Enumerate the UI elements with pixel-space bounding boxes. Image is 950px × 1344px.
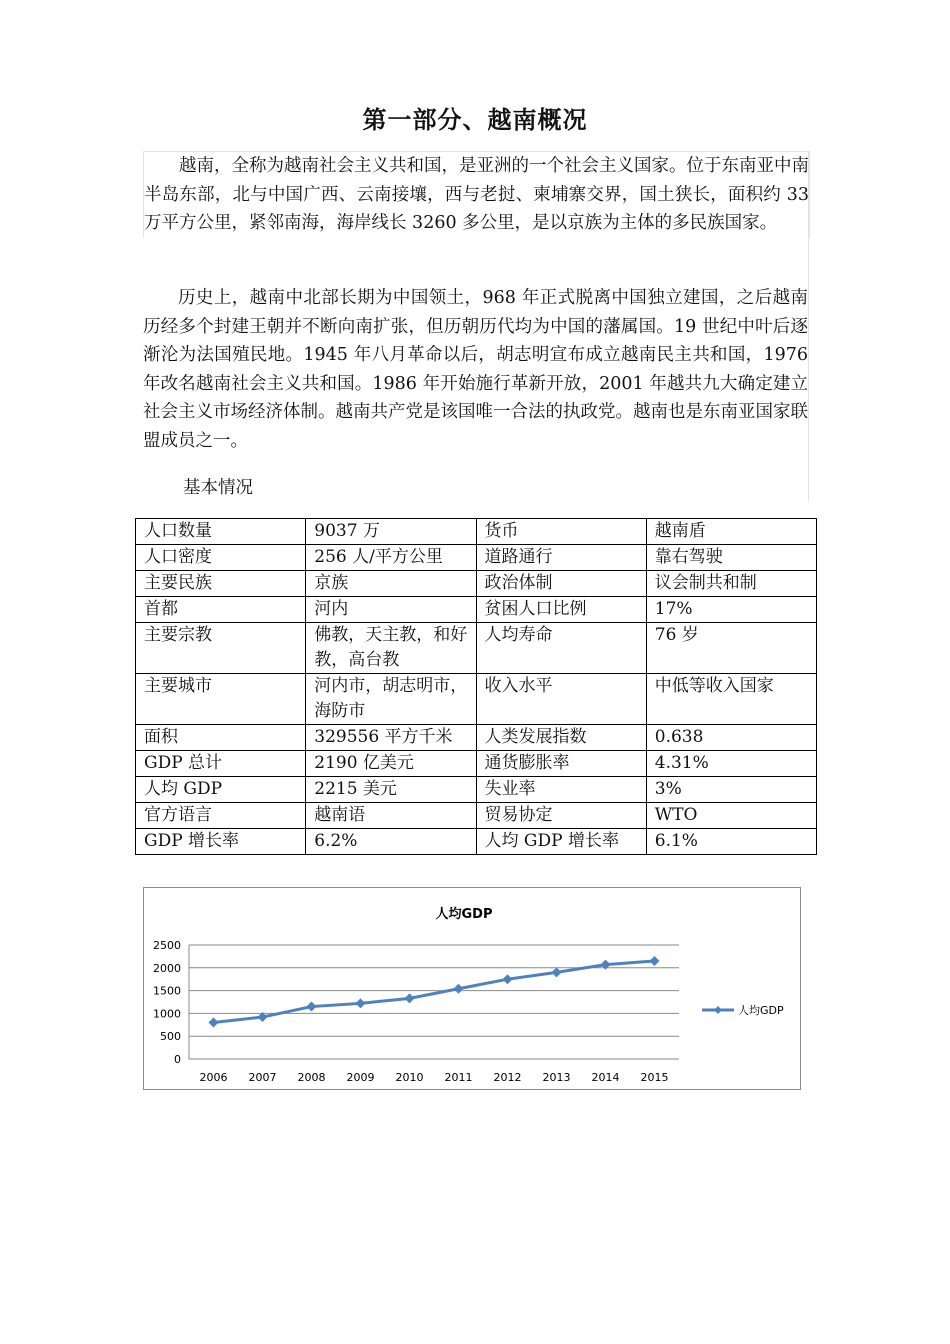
page-title: 第一部分、越南概况 [362,106,588,134]
y-tick-label: 1000 [153,1007,181,1021]
table-cell: 越南盾 [646,519,816,545]
section-subheading: 基本情况 [183,478,253,498]
table-cell: 通货膨胀率 [476,751,646,777]
table-row [136,597,817,623]
x-tick-label: 2015 [640,1071,669,1084]
table-cell: 256 人/平方公里 [306,545,476,571]
gdp-chart [143,887,801,1090]
y-tick-label: 2500 [153,939,181,952]
table-cell: GDP 增长率 [136,829,306,855]
table-cell: 329556 平方千米 [306,725,476,751]
table-row [136,623,817,674]
y-tick-label: 500 [160,1030,181,1044]
legend-marker [714,1006,722,1014]
table-cell: 0.638 [646,725,816,751]
table-cell: 靠右驾驶 [646,545,816,571]
table-cell: 贫困人口比例 [476,597,646,623]
table-cell: 76 岁 [646,623,816,674]
table-row [136,545,817,571]
basic-info-table [135,518,817,855]
table-cell: 货币 [476,519,646,545]
history-paragraph: 历史上，越南中北部长期为中国领土，968 年正式脱离中国独立建国，之后越南历经多个封建王朝并不断向南扩张，但历朝历代均为中国的藩属国。19 世纪中叶后逐渐沦为法国殖民地。1945 年八月革命以后，胡志明宣布成立越南民主共和国，1976 年改名越南社会主义共和国。1986 年开始施行革新开放，2001 年越共九大确定建立社会主义市场经济体制。越南共产党是该国唯一合法的执政党。越南也是东南亚国家联盟成员之一。 [143,288,808,451]
data-point [503,974,513,984]
y-tick-label: 2000 [153,961,181,975]
x-tick-label: 2006 [199,1071,228,1084]
data-point [209,1018,219,1028]
intro-paragraph: 越南，全称为越南社会主义共和国，是亚洲的一个社会主义国家。位于东南亚中南半岛东部，北与中国广西、云南接壤，西与老挝、柬埔寨交界，国土狭长，面积约 33 万平方公里，紧邻南海，海岸线长 3260 多公里，是以京族为主体的多民族国家。 [143,151,810,238]
table-cell: 收入水平 [476,674,646,725]
data-point [454,984,464,994]
table-cell: WTO [646,803,816,829]
table-cell: 6.2% [306,829,476,855]
chart-title: 人均GDP [435,907,493,922]
x-tick-label: 2013 [542,1071,571,1084]
x-tick-label: 2014 [591,1071,620,1084]
table-row [136,751,817,777]
table-cell: GDP 总计 [136,751,306,777]
table-cell: 17% [646,597,816,623]
x-tick-label: 2008 [297,1071,326,1084]
table-cell: 河内 [306,597,476,623]
frame-line [808,151,809,501]
data-point [356,998,366,1008]
table-cell: 3% [646,777,816,803]
x-tick-label: 2012 [493,1071,522,1084]
x-tick-label: 2011 [444,1071,473,1084]
table-row [136,674,817,725]
table-cell: 人均寿命 [476,623,646,674]
gdp-chart-svg [144,888,800,1089]
table-cell: 议会制共和制 [646,571,816,597]
table-row [136,803,817,829]
table-cell: 2190 亿美元 [306,751,476,777]
table-cell: 首都 [136,597,306,623]
table-cell: 河内市，胡志明市，海防市 [306,674,476,725]
table-cell: 主要城市 [136,674,306,725]
table-cell: 主要宗教 [136,623,306,674]
data-point [650,956,660,966]
data-point [552,967,562,977]
x-tick-label: 2007 [248,1071,277,1084]
table-cell: 越南语 [306,803,476,829]
table-row [136,571,817,597]
table-row [136,519,817,545]
table-row [136,777,817,803]
table-cell: 人类发展指数 [476,725,646,751]
table-cell: 人口数量 [136,519,306,545]
table-cell: 失业率 [476,777,646,803]
table-cell: 贸易协定 [476,803,646,829]
table-cell: 政治体制 [476,571,646,597]
data-point [307,1002,317,1012]
table-cell: 面积 [136,725,306,751]
table-cell: 道路通行 [476,545,646,571]
legend-label: 人均GDP [738,1004,784,1017]
table-cell: 人均 GDP [136,777,306,803]
table-row [136,829,817,855]
table-cell: 9037 万 [306,519,476,545]
table-cell: 人口密度 [136,545,306,571]
x-tick-label: 2010 [395,1071,424,1084]
y-tick-label: 0 [174,1053,181,1066]
table-cell: 4.31% [646,751,816,777]
table-cell: 中低等收入国家 [646,674,816,725]
y-tick-label: 1500 [153,984,181,998]
table-row [136,725,817,751]
table-cell: 2215 美元 [306,777,476,803]
table-cell: 主要民族 [136,571,306,597]
table-cell: 人均 GDP 增长率 [476,829,646,855]
x-tick-label: 2009 [346,1071,375,1084]
data-point [405,993,415,1003]
table-cell: 6.1% [646,829,816,855]
table-cell: 京族 [306,571,476,597]
table-cell: 官方语言 [136,803,306,829]
table-cell: 佛教，天主教，和好教，高台教 [306,623,476,674]
